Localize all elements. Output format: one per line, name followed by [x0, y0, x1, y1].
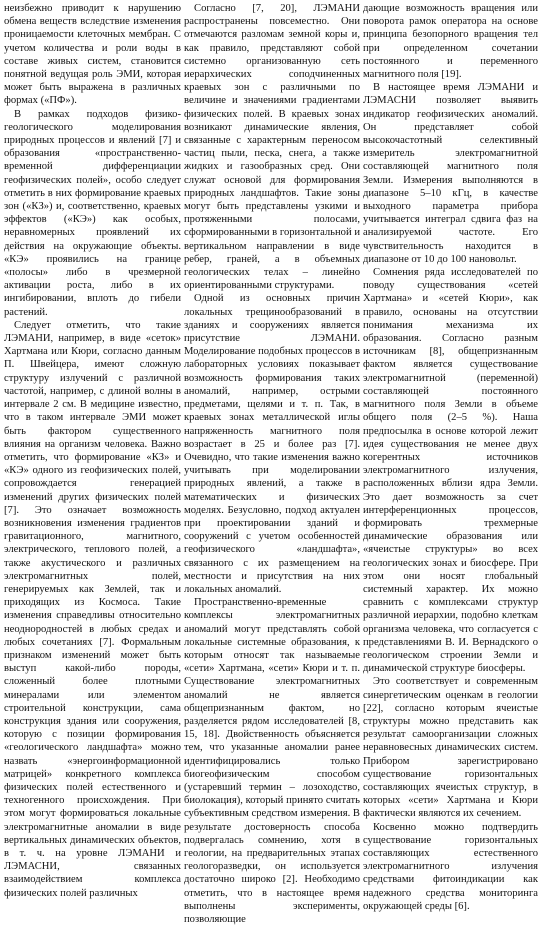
- paragraph: дающие возможность вращения или поворота рамок оператора на основе принципа безопорного вращения тел при определенном сочетании постоянного и переменного магнитного поля [19].: [363, 3, 538, 81]
- paragraph: Согласно [7, 20], ЛЭМАНИ распространены повсеместно. Они отмечаются разломам земной коры и, как правило, представляют собой системно организованную сеть иерархических соподчиненных краевых зон с различными по величине и значениями градиентами физических полей. В краевых зонах возникают динамические явления, связанные с характерным переносом частиц пыли, песка, снега, а также жидких и газообразных сред. Они служат основой для формирования природных ландшафтов. Такие зоны могут быть представлены узкими и протяженными полосами, сформированными в горизонтальной и вертикальном направлении в виде ребер, граней, а в объемных геологических телах – линейно ориентированными структурами.: [184, 3, 360, 292]
- column-right: [363, 2, 538, 926]
- paragraph: В рамках подходов физико-геологического моделирования природных процессов и явлений [7] и образования «пространственно-временной дифференциации геофизических полей», особо следует отметить в них формирование краевых зон («КЗ») и, соответственно, краевых эффектов («КЭ») как особых, неравномерных проявлений их действия на окружающие объекты. «КЭ» проявились на границе «полосы» либо в чрезмерной активации роста, либо в их ингибировании, вплоть до гибели растений.: [4, 108, 181, 318]
- paragraph: Сомнения ряда исследователей по поводу существования «сетей Хартмана» и «сетей Кюри», как правило, основаны на отсутствии понимания механизма их образования. Согласно разным источникам [8], общепризнанным фактом является существование электромагнитной (переменной) составляющей постоянного магнитного поля Земли в объеме общего поля (2–5 %). Наша предпосылка в основе которой лежит идея существования не менее двух когерентных источников электромагнитного излучения, расположенных вблизи ядра Земли. Это дает возможность за счет интерференционных процессов, формировать трехмерные динамические образования или «ячеистые структуры» во всех геологических зонах и биосфере. При этом они носят глобальный системный характер. Их можно сравнить с комплексами структур различной иерархии, подобно клеткам организма человека, что согласуется с представлениями В. И. Вернадского о геологическом строении Земли и динамической структуре биосферы.: [363, 267, 538, 675]
- paragraph: Косвенно можно подтвердить существование горизонтальных составляющих естественного электромагнитного излучения средствами фитоиндикации как надежного средства мониторинга окружающей среды [6].: [363, 821, 538, 912]
- article-columns: [4, 2, 538, 926]
- paragraph: неизбежно приводит к нарушению обмена веществ вследствие изменения проницаемости клеточных мембран. С учетом количества и роли воды в составе живых систем, становится понятной ведущая роль ЭМИ, которая может быть выражена в различных формах («ПФ»).: [4, 3, 181, 107]
- paragraph: Пространственно-временные комплексы электромагнитных аномалий могут представлять собой локальные системные образования, к которым относят так называемые «сети» Хартмана, «сети» Кюри и т. п. Существование электромагнитных аномалий не является общепризнанным фактом, но разделяется рядом исследователей [8, 15, 18]. Двойственность объясняется тем, что указанные аномалии ранее идентифицировались только биогеофизическим способом (устаревший термин – лозоходство, биолокация), который принято считать субъективным средством измерения. В результате достоверность способа подвергалась сомнению, хотя в геологии, на предварительных этапах геологоразведки, он используется достаточно широко [2]. Необходимо отметить, что в настоящее время выполнены эксперименты, позволяющие: [184, 597, 360, 926]
- column-left: [4, 2, 181, 926]
- paragraph: В настоящее время ЛЭМАНИ и ЛЭМАСНИ позволяет выявить индикатор геофизических аномалий. Он представляет собой высокочастотный селективный измеритель электромагнитной составляющей магнитного поля Земли. Измерения выполняются в диапазоне 5–10 кГц, в качестве выходного параметра прибора учитывается интеграл сдвига фаз на анализируемой частоте. Его чувствительность находится в диапазоне от 10 до 100 нановольт.: [363, 82, 538, 265]
- column-middle: [184, 2, 360, 926]
- paragraph: Следует отметить, что такие ЛЭМАНИ, например, в виде «сеток» Хартмана или Кюри, согласно данным П. Швейцера, имеют сложную структуру излучений с различной частотой, например, с длиной волны в интервале 2 см. В медицине известно, что в таком интервале ЭМИ может быть фактором существенного влияния на организм человека. Важно отметить, что формирование «КЗ» и «КЭ» одного из геофизических полей, сопровождается генерацией изменений других физических полей [7]. Это означает возможность возникновения изменения градиентов гравитационного, магнитного, электрического, теплового полей, а также акустического и различных электромагнитных полей, генерируемых как Землей, так и приходящих из Космоса. Такие изменения справедливы относительно неоднородностей в любых средах и любых сочетаниях [7]. Формальным признаком изменений может быть выступ какой-либо породы, сложенный более плотными минералами или элементом строительной конструкции, сама конструкция здания или сооружения, которую с позиции формирования «геологического ландшафта» можно назвать «энергоинформационной матрицей» конкретного комплекса физических полей естественного и техногенного происхождения. При этом могут формироваться локальные электромагнитные аномалии в виде вертикальных динамических объектов, в т. ч. на уровне ЛЭМАНИ и ЛЭМАСНИ, связанных взаимодействием комплекса физических полей различных: [4, 319, 181, 899]
- paragraph: Это соответствует и современным синергетическим оценкам в геологии [22], согласно которым ячеистые структуры можно представить как результат самоорганизации сложных неравновесных динамических систем. Прибором зарегистрировано существование горизонтальных составляющих ячеистых структур, в которых «сети» Хартмана и Кюри фактически являются их сечением.: [363, 676, 538, 820]
- paragraph: Одной из основных причин локальных трещинообразований в зданиях и сооружениях является присутствие ЛЭМАНИ. Моделирование подобных процессов в лабораторных условиях показывает возможность формирования таких аномалий, например, острыми предметами, щелями и т. п. Так, в краевых зонах металлической иглы напряженность магнитного поля возрастает в 25 и более раз [7]. Очевидно, что такие изменения важно учитывать при моделировании природных явлений, а также в математических и физических моделях. Безусловно, подход актуален при проектировании зданий и сооружений с учетом особенностей геофизического «ландшафта», связанного с их размещением на местности и присутствия на них локальных аномалий.: [184, 293, 360, 595]
